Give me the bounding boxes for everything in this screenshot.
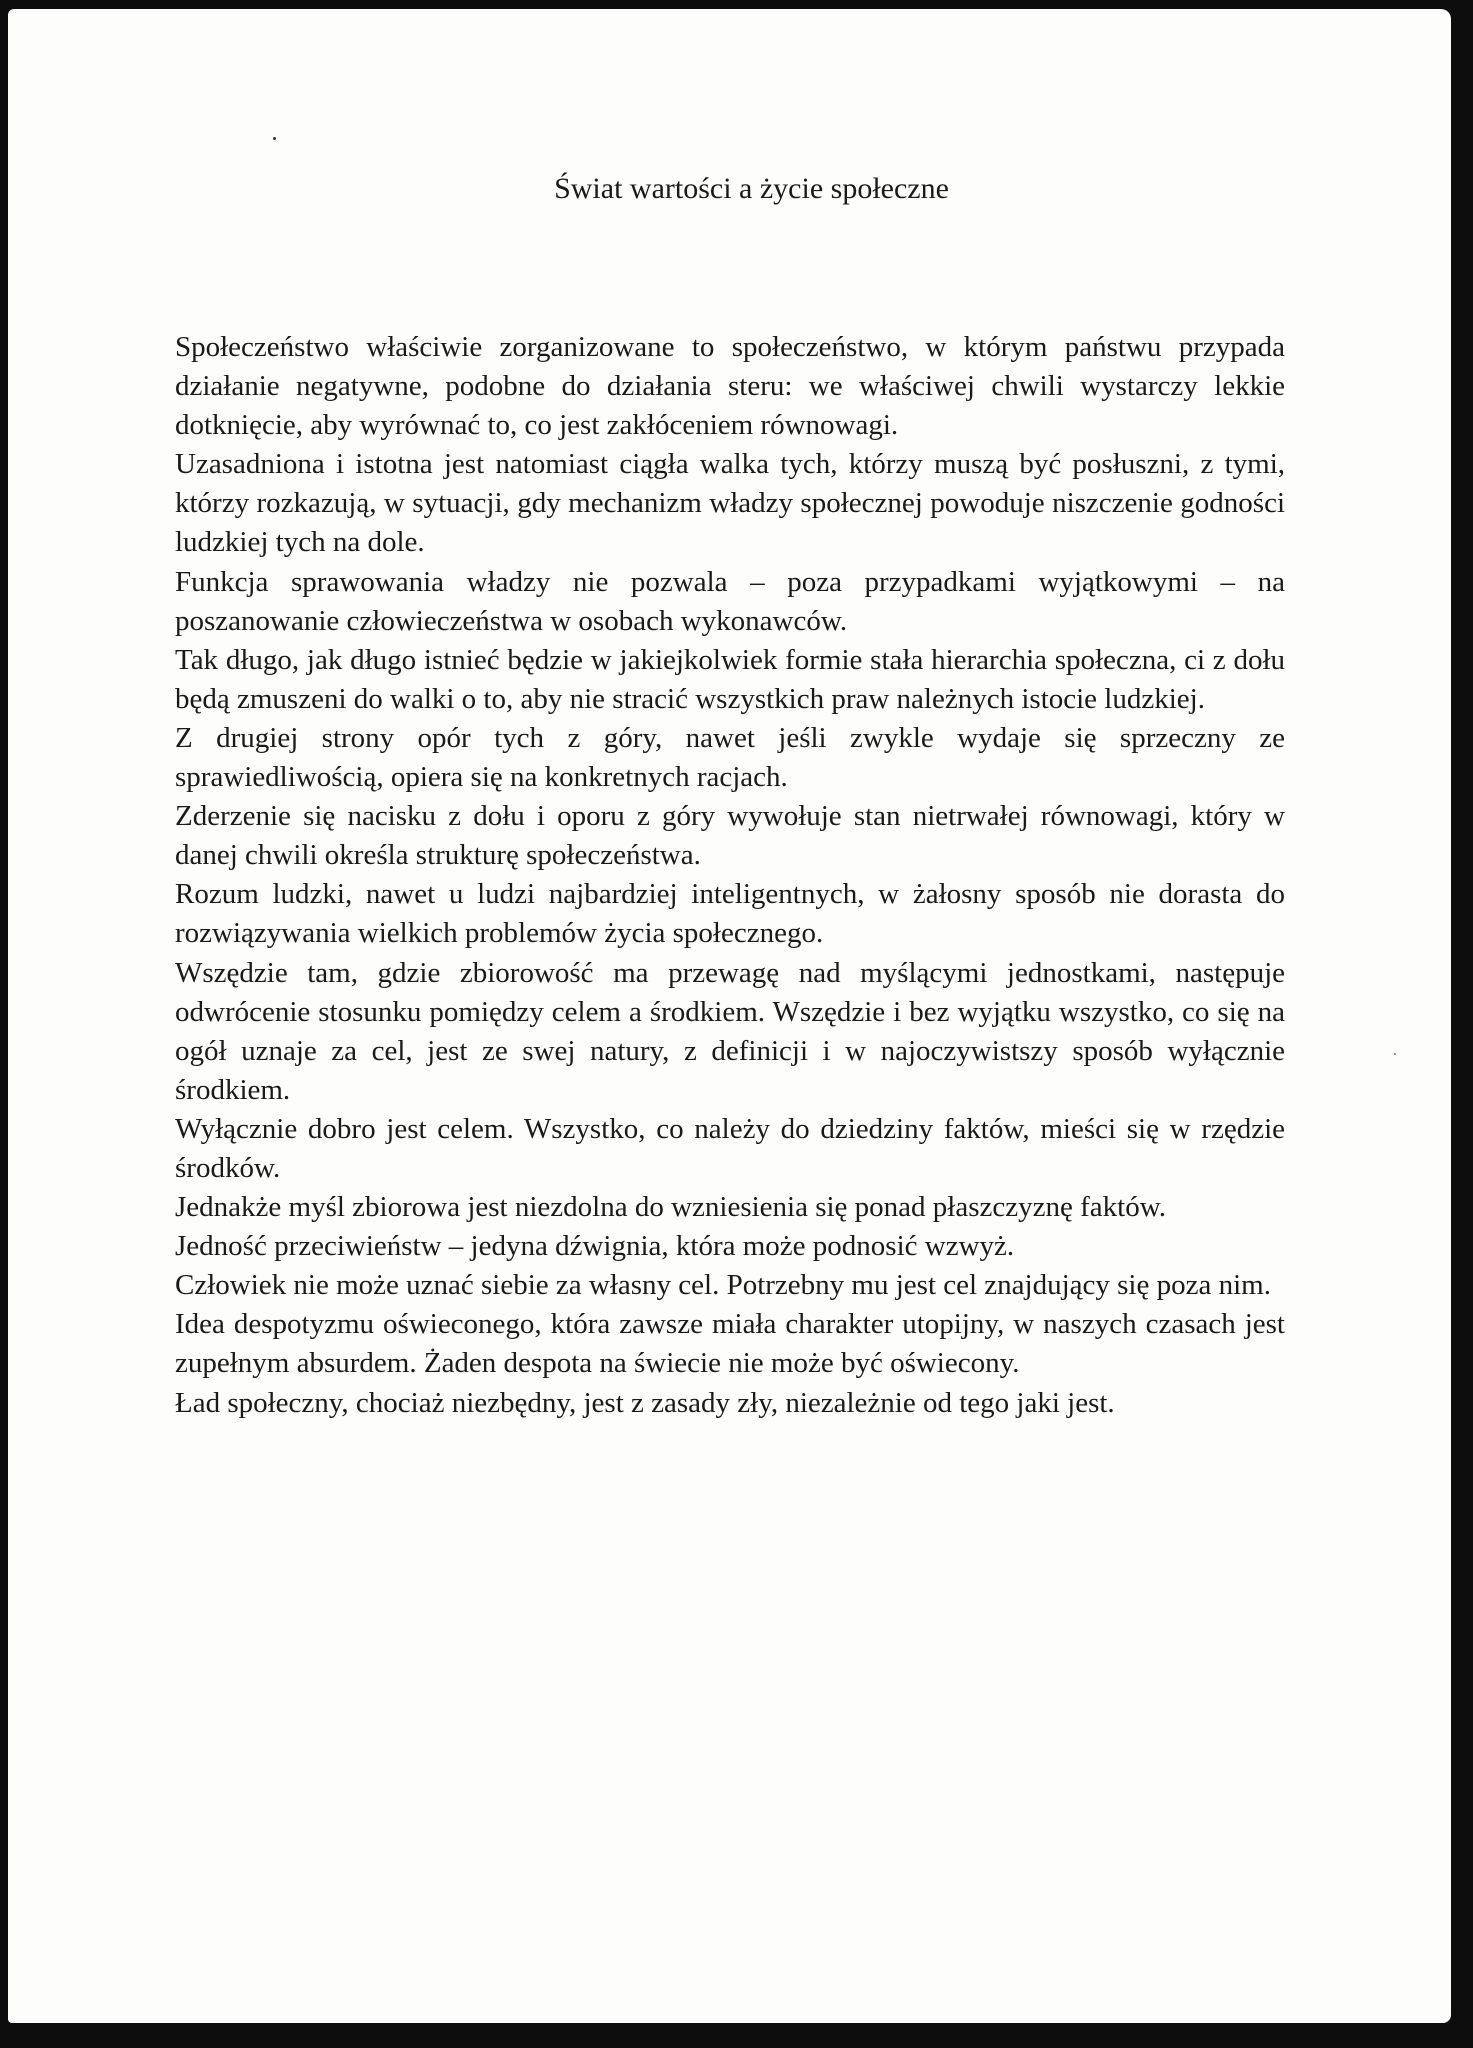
paragraph: Jednakże myśl zbiorowa jest niezdolna do wzniesienia się ponad płaszczyznę faktów. [175, 1191, 1167, 1224]
paragraph: Zderzenie się nacisku z dołu i oporu z góry wywołuje stan nietrwałej równowagi, który w danej chwili określa strukturę społeczeństwa. [175, 800, 1285, 872]
paragraph: Funkcja sprawowania władzy nie pozwala – poza przypadkami wyjątkowymi – na poszanowanie człowieczeństwa w osobach wykonawców. [175, 565, 1285, 637]
paragraph: Uzasadniona i istotna jest natomiast ciągła walka tych, którzy muszą być posłuszni, z tymi, którzy rozkazują, w sytuacji, gdy mechanizm władzy społecznej powoduje niszczenie godności ludzkiej tych na dole. [175, 448, 1285, 559]
paragraph: Człowiek nie może uznać siebie za własny cel. Potrzebny mu jest cel znajdujący się poza nim. [175, 1269, 1271, 1302]
paragraph: Wyłącznie dobro jest celem. Wszystko, co należy do dziedziny faktów, mieści się w rzędzie środków. [175, 1112, 1285, 1184]
paragraph: Rozum ludzki, nawet u ludzi najbardziej inteligentnych, w żałosny sposób nie dorasta do rozwiązywania wielkich problemów życia społecznego. [175, 878, 1285, 950]
paragraph: Z drugiej strony opór tych z góry, nawet jeśli zwykle wydaje się sprzeczny ze sprawiedliwością, opiera się na konkretnych racjach. [175, 721, 1285, 794]
paragraph: Jedność przeciwieństw – jedyna dźwignia, która może podnosić wzwyż. [175, 1230, 1015, 1263]
document-title: Świat wartości a życie społeczne [554, 172, 949, 205]
paragraph: Tak długo, jak długo istnieć będzie w jakiejkolwiek formie stała hierarchia społeczna, ci z dołu będą zmuszeni do walki o to, aby nie stracić wszystkich praw należnych istocie ludzkiej. [175, 643, 1285, 715]
paragraph: Społeczeństwo właściwie zorganizowane to społeczeństwo, w którym państwu przypada działanie negatywne, podobne do działania steru: we właściwej chwili wystarczy lekkie dotknięcie, aby wyrównać to, co jest zakłóceniem równowagi. [175, 331, 1285, 442]
paragraph: Ład społeczny, chociaż niezbędny, jest z zasady zły, niezależnie od tego jaki jest. [175, 1386, 1115, 1419]
paper-speck [273, 137, 276, 140]
paragraph: Wszędzie tam, gdzie zbiorowość ma przewagę nad myślącymi jednostkami, następuje odwrócenie stosunku pomiędzy celem a środkiem. Wszędzie i bez wyjątku wszystko, co się na ogół uznaje za cel, jest ze swej natury, z definicji i w najoczywistszy sposób wyłącznie środkiem. [175, 956, 1285, 1106]
paragraph: Idea despotyzmu oświeconego, która zawsze miała charakter utopijny, w naszych czasach jest zupełnym absurdem. Żaden despota na świecie nie może być oświecony. [175, 1308, 1285, 1380]
paper-speck [1394, 1053, 1396, 1055]
document-body [175, 328, 1285, 1423]
